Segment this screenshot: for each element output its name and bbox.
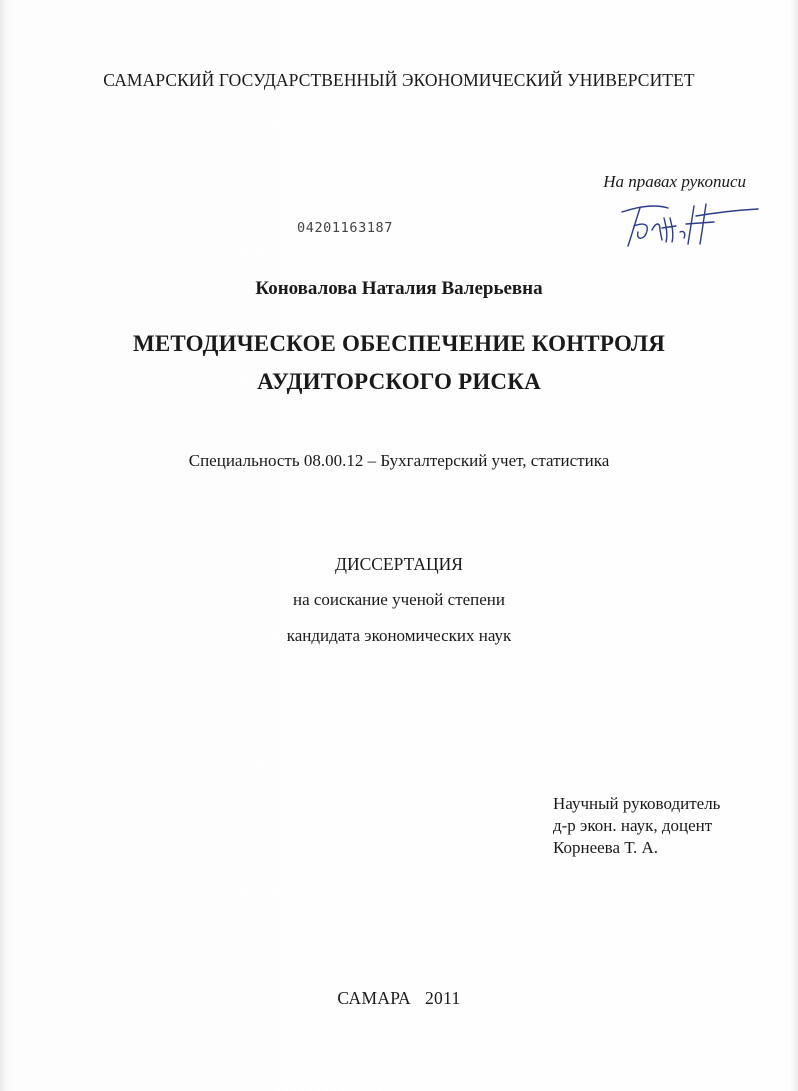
page-edge-shadow <box>790 0 798 1091</box>
author-name: Коновалова Наталия Валерьевна <box>255 278 543 299</box>
signature-image <box>610 196 760 256</box>
supervisor-role: Научный руководитель <box>553 794 721 813</box>
document-type: ДИССЕРТАЦИЯ <box>335 554 463 574</box>
city: САМАРА <box>337 988 411 1008</box>
degree-line-2: кандидата экономических наук <box>286 626 512 645</box>
supervisor-credentials: д-р экон. наук, доцент <box>553 816 713 835</box>
year: 2011 <box>425 988 461 1008</box>
supervisor-block <box>553 793 720 859</box>
supervisor-name: Корнеева Т. А. <box>553 838 658 857</box>
degree-line-1: на соискание ученой степени <box>292 590 506 609</box>
dissertation-title-line-2: АУДИТОРСКОГО РИСКА <box>257 369 541 394</box>
university-name: САМАРСКИЙ ГОСУДАРСТВЕННЫЙ ЭКОНОМИЧЕСКИЙ УНИВЕРСИТЕТ <box>103 70 695 90</box>
city-year-line <box>0 988 798 1009</box>
specialty-line: Специальность 08.00.12 – Бухгалтерский учет, статистика <box>188 451 610 470</box>
inventory-number-stamp: 04201163187 <box>297 220 394 236</box>
dissertation-title-line-1: МЕТОДИЧЕСКОЕ ОБЕСПЕЧЕНИЕ КОНТРОЛЯ <box>132 331 666 356</box>
manuscript-note: На правах рукописи <box>603 172 746 191</box>
